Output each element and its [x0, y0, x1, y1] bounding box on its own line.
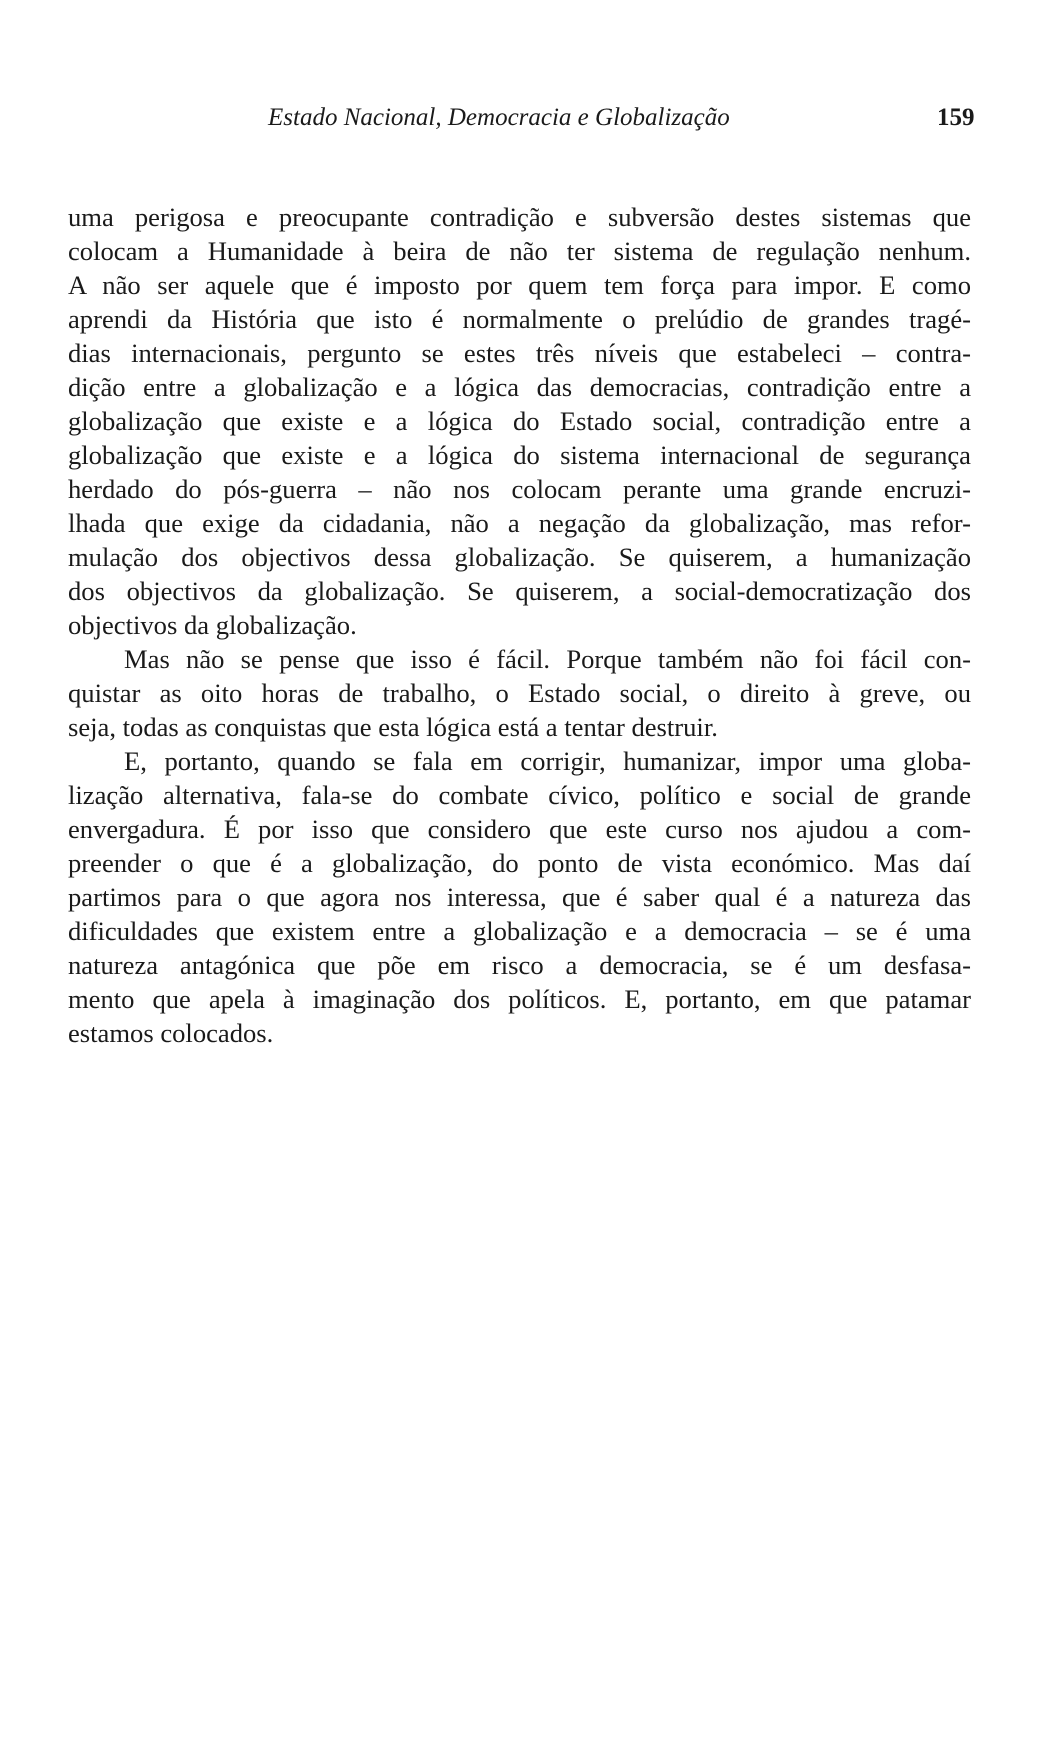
- text-line: dos objectivos da globalização. Se quiserem, a social-democratização dos: [68, 576, 971, 606]
- text-line: lização alternativa, fala-se do combate cívico, político e social de grande: [68, 780, 971, 810]
- text-line: dificuldades que existem entre a globalização e a democracia – se é uma: [68, 916, 971, 946]
- text-line: A não ser aquele que é imposto por quem tem força para impor. E como: [68, 270, 971, 300]
- text-line: envergadura. É por isso que considero que este curso nos ajudou a com-: [68, 814, 971, 844]
- text-line: globalização que existe e a lógica do sistema internacional de segurança: [68, 440, 971, 470]
- text-line: herdado do pós-guerra – não nos colocam perante uma grande encruzi-: [68, 474, 971, 504]
- body-text: [68, 200, 971, 1050]
- text-line: dias internacionais, pergunto se estes três níveis que estabeleci – contra-: [68, 338, 971, 368]
- text-line: globalização que existe e a lógica do Estado social, contradição entre a: [68, 406, 971, 436]
- text-line: dição entre a globalização e a lógica das democracias, contradição entre a: [68, 372, 971, 402]
- text-line: seja, todas as conquistas que esta lógica está a tentar destruir.: [68, 712, 718, 742]
- text-line: uma perigosa e preocupante contradição e subversão destes sistemas que: [68, 202, 971, 232]
- text-line: quistar as oito horas de trabalho, o Estado social, o direito à greve, ou: [68, 678, 971, 708]
- text-line: partimos para o que agora nos interessa, que é saber qual é a natureza das: [68, 882, 971, 912]
- text-line: aprendi da História que isto é normalmente o prelúdio de grandes tragé-: [68, 304, 971, 334]
- text-line: lhada que exige da cidadania, não a negação da globalização, mas refor-: [68, 508, 971, 538]
- text-line: mento que apela à imaginação dos políticos. E, portanto, em que patamar: [68, 984, 971, 1014]
- text-line: Mas não se pense que isso é fácil. Porque também não foi fácil con-: [124, 644, 971, 674]
- paragraph: [68, 200, 971, 642]
- text-line: objectivos da globalização.: [68, 610, 357, 640]
- text-line: natureza antagónica que põe em risco a democracia, se é um desfasa-: [68, 950, 971, 980]
- text-line: colocam a Humanidade à beira de não ter sistema de regulação nenhum.: [68, 236, 971, 266]
- text-line: E, portanto, quando se fala em corrigir, humanizar, impor uma globa-: [124, 746, 971, 776]
- paragraph: [68, 744, 971, 1050]
- page-number: 159: [937, 104, 975, 131]
- running-title: Estado Nacional, Democracia e Globalização: [268, 104, 730, 131]
- text-line: estamos colocados.: [68, 1018, 274, 1048]
- text-line: mulação dos objectivos dessa globalização. Se quiserem, a humanização: [68, 542, 971, 572]
- running-head: [0, 101, 1041, 141]
- text-line: preender o que é a globalização, do ponto de vista económico. Mas daí: [68, 848, 971, 878]
- paragraph: [68, 642, 971, 744]
